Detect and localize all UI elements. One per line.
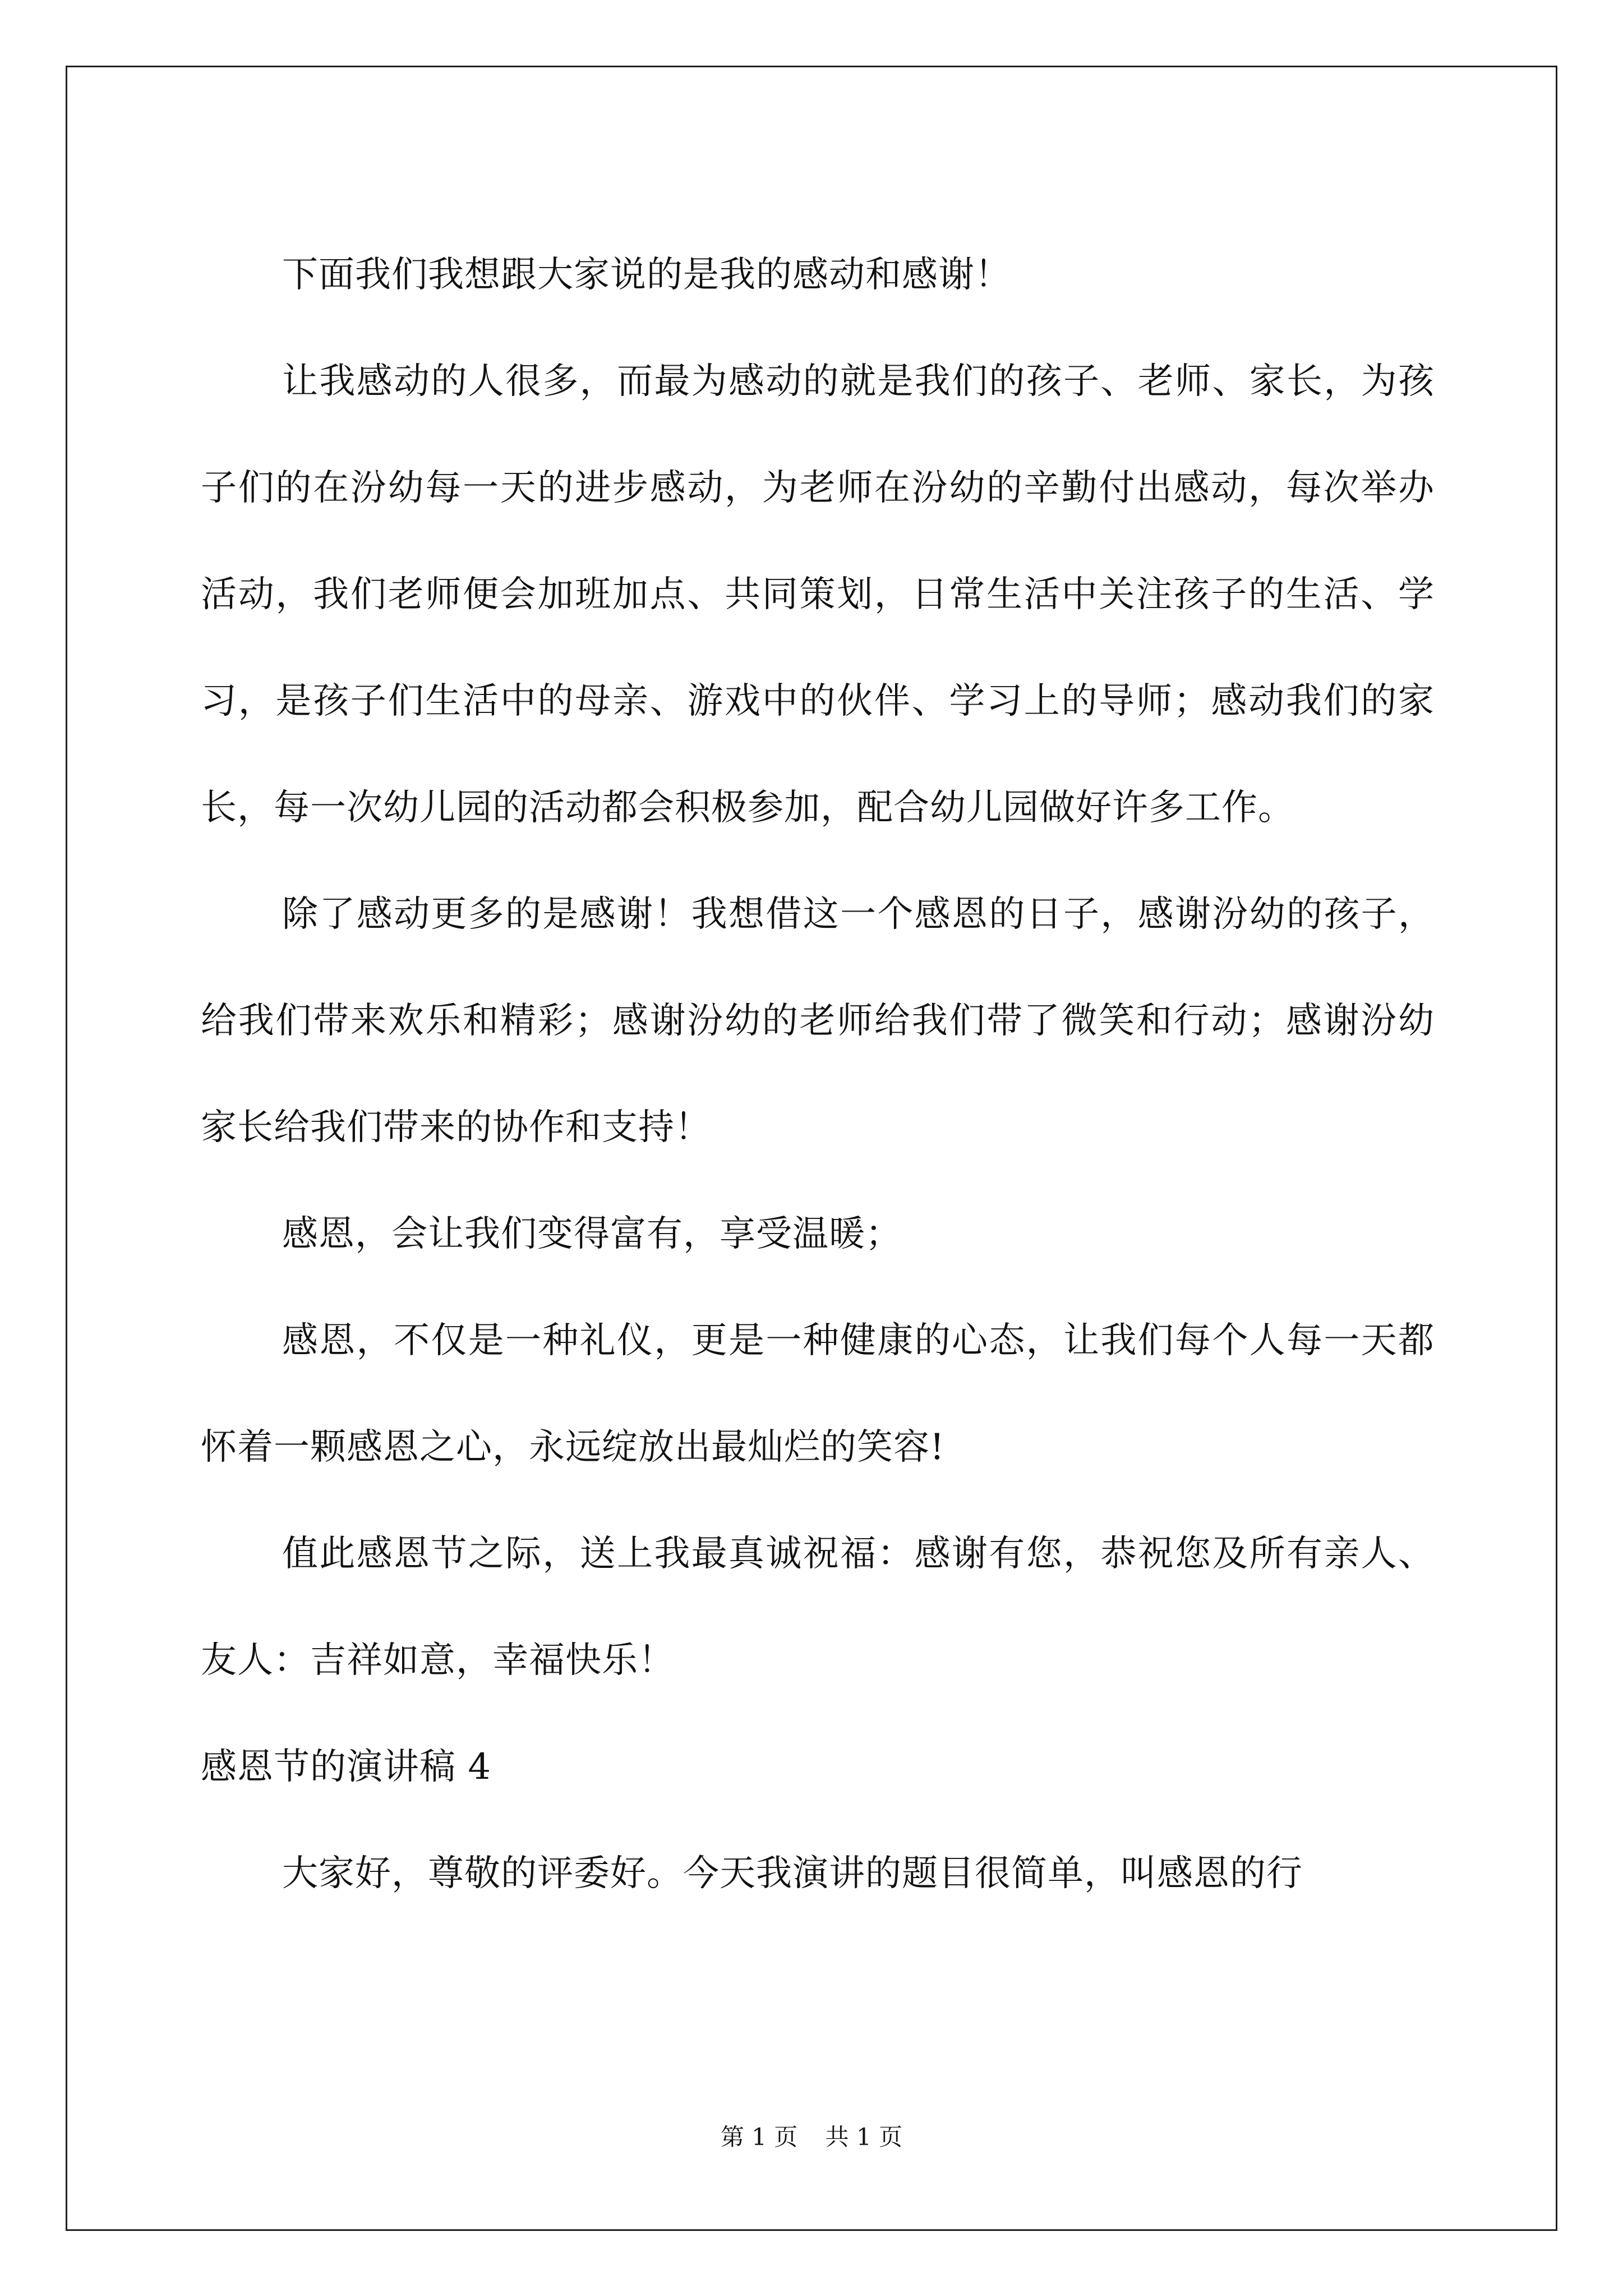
- section-heading: 感恩节的演讲稿 4: [201, 1746, 492, 1788]
- page-total: 共 1 页: [825, 2123, 903, 2151]
- paragraph-3: 除了感动更多的是感谢！我想借这一个感恩的日子，感谢汾幼的孩子，给我们带来欢乐和精彩；感谢汾幼的老师给我们带了微笑和行动；感谢汾幼家长给我们带来的协作和支持！: [201, 894, 1435, 1148]
- paragraph-6: 值此感恩节之际，送上我最真诚祝福：感谢有您，恭祝您及所有亲人、友人：吉祥如意，幸福快乐！: [201, 1533, 1435, 1681]
- paragraph-2: 让我感动的人很多，而最为感动的就是我们的孩子、老师、家长，为孩子们的在汾幼每一天的进步感动，为老师在汾幼的辛勤付出感动，每次举办活动，我们老师便会加班加点、共同策划，日常生活中关注孩子的生活、学习，是孩子们生活中的母亲、游戏中的伙伴、学习上的导师；感动我们的家长，每一次幼儿园的活动都会积极参加，配合幼儿园做好许多工作。: [201, 361, 1435, 829]
- page-footer: [0, 2120, 1623, 2154]
- document-body: [201, 222, 1435, 1927]
- paragraph-1: 下面我们我想跟大家说的是我的感动和感谢！: [282, 254, 1011, 296]
- paragraph-7: 大家好，尊敬的评委好。今天我演讲的题目很简单，叫感恩的行: [282, 1853, 1303, 1894]
- page-number: 第 1 页: [720, 2123, 798, 2151]
- paragraph-4: 感恩，会让我们变得富有，享受温暖；: [282, 1213, 902, 1255]
- paragraph-5: 感恩，不仅是一种礼仪，更是一种健康的心态，让我们每个人每一天都怀着一颗感恩之心，永远绽放出最灿烂的笑容!: [201, 1320, 1435, 1468]
